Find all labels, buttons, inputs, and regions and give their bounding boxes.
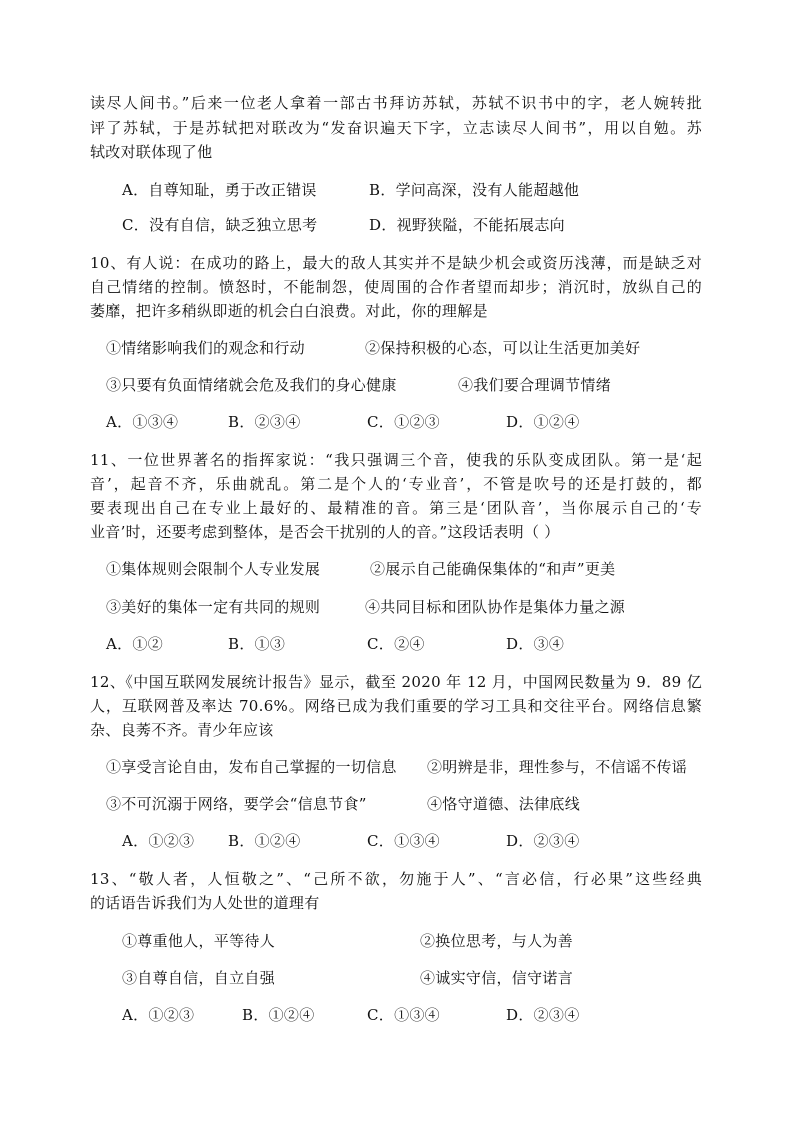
q11-stem-line-2: 音’，起音不齐，乐曲就乱。第二是个人的‘专业音’，不管是吹号的还是打鼓的，都 xyxy=(90,475,702,493)
q10-stem-line-3: 萎靡，把许多稍纵即逝的机会白白浪费。对此，你的理解是 xyxy=(90,302,488,320)
q13-statement-2: ②换位思考，与人为善 xyxy=(420,932,574,950)
q11-statement-3: ③美好的集体一定有共同的规则 xyxy=(106,598,321,616)
q9-option-b[interactable]: B．学问高深，没有人能超越他 xyxy=(369,181,580,199)
q12-stem-line-1: 12、《中国互联网发展统计报告》显示，截至 2020 年 12 月，中国网民数量为 9．89 亿 xyxy=(90,673,702,691)
q9-stem-line-1: 读尽人间书。”后来一位老人拿着一部古书拜访苏轼，苏轼不识书中的字，老人婉转批 xyxy=(90,94,702,112)
q9-stem-line-2: 评了苏轼，于是苏轼把对联改为“发奋识遍天下字，立志读尽人间书”，用以自勉。苏 xyxy=(90,119,702,137)
q13-statement-4: ④诚实守信，信守诺言 xyxy=(420,969,574,987)
q13-option-c[interactable]: C．①③④ xyxy=(367,1006,440,1024)
q10-option-c[interactable]: C．①②③ xyxy=(367,413,440,431)
q13-statement-3: ③自尊自信，自立自强 xyxy=(122,969,276,987)
q11-option-c[interactable]: C．②④ xyxy=(367,635,425,653)
q10-option-d[interactable]: D．①②④ xyxy=(506,413,580,431)
q11-statement-2: ②展示自己能确保集体的“和声”更美 xyxy=(370,560,616,578)
q9-option-d[interactable]: D．视野狭隘，不能拓展志向 xyxy=(369,216,565,234)
q11-statement-1: ①集体规则会限制个人专业发展 xyxy=(106,560,321,578)
q11-statement-4: ④共同目标和团队协作是集体力量之源 xyxy=(365,598,626,616)
q10-stem-line-2: 自己情绪的控制。愤怒时，不能制怨，使周围的合作者望而却步；消沉时，放纵自己的 xyxy=(90,278,702,296)
q10-option-b[interactable]: B．②③④ xyxy=(228,413,301,431)
q11-stem-line-3: 要表现出自己在专业上最好的、最精准的音。第三是‘团队音’，当你展示自己的‘专 xyxy=(90,499,702,517)
q13-stem-line-1: 13、“敬人者，人恒敬之”、“己所不欲，勿施于人”、“言必信，行必果”这些经典 xyxy=(90,870,702,888)
q10-statement-1: ①情绪影响我们的观念和行动 xyxy=(106,339,305,357)
q9-option-a[interactable]: A．自尊知耻，勇于改正错误 xyxy=(122,181,317,199)
q12-option-a[interactable]: A．①②③ xyxy=(122,832,195,850)
q12-statement-4: ④恪守道德、法律底线 xyxy=(427,795,581,813)
q12-stem-line-3: 杂、良莠不齐。青少年应该 xyxy=(90,721,274,739)
q13-stem-line-2: 的话语告诉我们为人处世的道理有 xyxy=(90,894,320,912)
q10-option-a[interactable]: A．①③④ xyxy=(106,413,179,431)
q12-stem-line-2: 人，互联网普及率达 70.6%。网络已成为我们重要的学习工具和交往平台。网络信息繁 xyxy=(90,697,702,715)
q11-option-d[interactable]: D．③④ xyxy=(506,635,565,653)
q10-statement-4: ④我们要合理调节情绪 xyxy=(458,376,612,394)
q13-option-d[interactable]: D．②③④ xyxy=(506,1006,580,1024)
q10-stem-line-1: 10、有人说：在成功的路上，最大的敌人其实并不是缺少机会或资历浅薄，而是缺乏对 xyxy=(90,254,702,272)
q12-option-d[interactable]: D．②③④ xyxy=(506,832,580,850)
q13-option-a[interactable]: A．①②③ xyxy=(122,1006,195,1024)
q11-stem-line-4: 业音’时，还要考虑到整体，是否会干扰别的人的音。”这段话表明（ ） xyxy=(90,523,560,541)
q12-option-b[interactable]: B．①②④ xyxy=(228,832,301,850)
q13-option-b[interactable]: B．①②④ xyxy=(242,1006,315,1024)
q12-statement-1: ①享受言论自由，发布自己掌握的一切信息 xyxy=(106,758,397,776)
q13-statement-1: ①尊重他人，平等待人 xyxy=(122,932,276,950)
q10-statement-2: ②保持积极的心态，可以让生活更加美好 xyxy=(365,339,641,357)
q9-option-c[interactable]: C．没有自信，缺乏独立思考 xyxy=(122,216,318,234)
q12-option-c[interactable]: C．①③④ xyxy=(367,832,440,850)
q11-stem-line-1: 11、一位世界著名的指挥家说：“我只强调三个音，使我的乐队变成团队。第一是‘起 xyxy=(90,451,702,469)
q12-statement-3: ③不可沉溺于网络，要学会“信息节食” xyxy=(106,795,367,813)
q9-stem-line-3: 轼改对联体现了他 xyxy=(90,143,213,161)
q11-option-b[interactable]: B．①③ xyxy=(228,635,286,653)
q12-statement-2: ②明辨是非，理性参与，不信谣不传谣 xyxy=(427,758,688,776)
q10-statement-3: ③只要有负面情绪就会危及我们的身心健康 xyxy=(106,376,397,394)
q11-option-a[interactable]: A．①② xyxy=(106,635,164,653)
